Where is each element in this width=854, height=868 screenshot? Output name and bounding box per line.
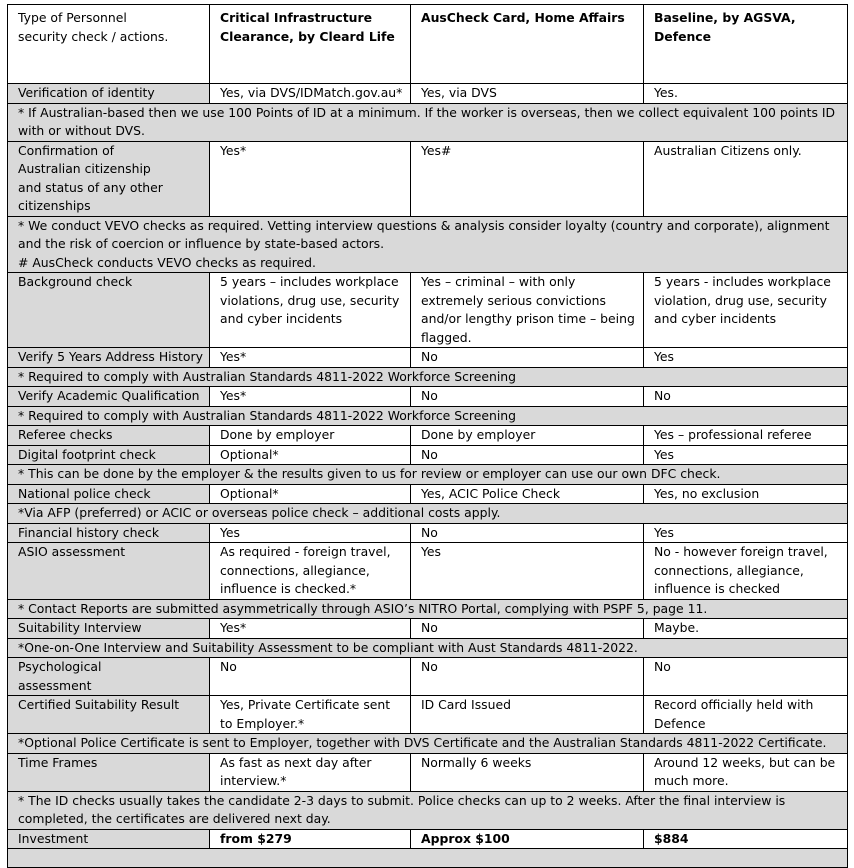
cell-citizenship-baseline: Australian Citizens only.	[644, 141, 848, 216]
cell-suitability-baseline: Maybe.	[644, 619, 848, 639]
cell-financial-auscheck: No	[411, 523, 644, 543]
cell-referee-cleard: Done by employer	[210, 426, 411, 446]
header-baseline: Baseline, by AGSVA, Defence	[644, 5, 848, 84]
table-row	[8, 141, 848, 216]
cell-investment-baseline: $884	[644, 829, 848, 849]
row-label-address: Verify 5 Years Address History	[8, 348, 210, 368]
row-label-psych: Psychological assessment	[8, 658, 210, 696]
cell-asio-baseline: No - however foreign travel, connections, allegiance, influence is checked	[644, 543, 848, 600]
cell-background-cleard: 5 years – includes workplace violations, drug use, security and cyber incidents	[210, 273, 411, 348]
header-critical-infrastructure: Critical Infrastructure Clearance, by Cleard Life	[210, 5, 411, 84]
cell-background-auscheck: Yes – criminal – with only extremely serious convictions and/or lengthy prison time – being flagged.	[411, 273, 644, 348]
table-row	[8, 619, 848, 639]
table-row	[8, 387, 848, 407]
note-asio: * Contact Reports are submitted asymmetrically through ASIO’s NITRO Portal, complying with PSPF 5, page 11.	[8, 599, 848, 619]
note-citizenship	[8, 216, 848, 273]
note-police: *Via AFP (preferred) or ACIC or overseas police check – additional costs apply.	[8, 504, 848, 524]
note-row	[8, 791, 848, 829]
table-row	[8, 523, 848, 543]
cell-timeframes-auscheck: Normally 6 weeks	[411, 753, 644, 791]
cell-certified-baseline: Record officially held with Defence	[644, 696, 848, 734]
note-row	[8, 216, 848, 273]
table-footer-row	[8, 849, 848, 868]
cell-citizenship-cleard: Yes*	[210, 141, 411, 216]
cell-referee-auscheck: Done by employer	[411, 426, 644, 446]
row-label-police: National police check	[8, 484, 210, 504]
row-label-footprint: Digital footprint check	[8, 445, 210, 465]
cell-timeframes-baseline: Around 12 weeks, but can be much more.	[644, 753, 848, 791]
row-label-academic: Verify Academic Qualification	[8, 387, 210, 407]
cell-psych-cleard: No	[210, 658, 411, 696]
note-row	[8, 406, 848, 426]
table-header-row	[8, 5, 848, 84]
table-row	[8, 484, 848, 504]
table-row	[8, 273, 848, 348]
note-citizenship-line-1: * We conduct VEVO checks as required. Vetting interview questions & analysis consider loyalty (country and corporate), alignment and the risk of coercion or influence by state-based actors.	[18, 217, 830, 251]
note-certified: *Optional Police Certificate is sent to Employer, together with DVS Certificate and the Australian Standards 4811-2022 Certificate.	[8, 734, 848, 754]
table-row	[8, 696, 848, 734]
cell-financial-cleard: Yes	[210, 523, 411, 543]
row-label-asio: ASIO assessment	[8, 543, 210, 600]
note-row	[8, 103, 848, 141]
row-label-investment: Investment	[8, 829, 210, 849]
table-row	[8, 426, 848, 446]
note-footprint: * This can be done by the employer & the results given to us for review or employer can use our own DFC check.	[8, 465, 848, 485]
note-row	[8, 504, 848, 524]
note-row	[8, 638, 848, 658]
cell-address-cleard: Yes*	[210, 348, 411, 368]
row-label-referee: Referee checks	[8, 426, 210, 446]
cell-identity-cleard: Yes, via DVS/IDMatch.gov.au*	[210, 84, 411, 104]
table-row	[8, 445, 848, 465]
cell-asio-auscheck: Yes	[411, 543, 644, 600]
row-label-citizenship: Confirmation of Australian citizenship and status of any other citizenships	[8, 141, 210, 216]
row-label-timeframes: Time Frames	[8, 753, 210, 791]
cell-suitability-auscheck: No	[411, 619, 644, 639]
cell-academic-cleard: Yes*	[210, 387, 411, 407]
cell-footprint-cleard: Optional*	[210, 445, 411, 465]
security-check-comparison-table	[7, 4, 848, 868]
note-suitability: *One-on-One Interview and Suitability Assessment to be compliant with Aust Standards 4811-2022.	[8, 638, 848, 658]
cell-investment-auscheck: Approx $100	[411, 829, 644, 849]
cell-investment-cleard: from $279	[210, 829, 411, 849]
table-row	[8, 348, 848, 368]
cell-suitability-cleard: Yes*	[210, 619, 411, 639]
cell-asio-cleard: As required - foreign travel, connections, allegiance, influence is checked.*	[210, 543, 411, 600]
cell-psych-baseline: No	[644, 658, 848, 696]
cell-address-auscheck: No	[411, 348, 644, 368]
note-identity: * If Australian-based then we use 100 Points of ID at a minimum. If the worker is overseas, then we collect equivalent 100 points ID with or without DVS.	[8, 103, 848, 141]
table-footer-cell	[8, 849, 848, 868]
comparison-table-container	[7, 4, 847, 868]
cell-timeframes-cleard: As fast as next day after interview.*	[210, 753, 411, 791]
table-row	[8, 829, 848, 849]
cell-referee-baseline: Yes – professional referee	[644, 426, 848, 446]
table-row	[8, 658, 848, 696]
row-label-background: Background check	[8, 273, 210, 348]
note-row	[8, 367, 848, 387]
header-type-cell: Type of Personnel security check / actions.	[8, 5, 210, 84]
note-row	[8, 599, 848, 619]
note-address: * Required to comply with Australian Standards 4811-2022 Workforce Screening	[8, 367, 848, 387]
row-label-certified: Certified Suitability Result	[8, 696, 210, 734]
note-timeframes: * The ID checks usually takes the candidate 2-3 days to submit. Police checks can up to 2 weeks. After the final interview is completed, the certificates are delivered next day.	[8, 791, 848, 829]
cell-footprint-baseline: Yes	[644, 445, 848, 465]
note-row	[8, 734, 848, 754]
header-auscheck: AusCheck Card, Home Affairs	[411, 5, 644, 84]
row-label-suitability: Suitability Interview	[8, 619, 210, 639]
note-citizenship-line-2: # AusCheck conducts VEVO checks as required.	[18, 254, 316, 270]
cell-identity-auscheck: Yes, via DVS	[411, 84, 644, 104]
cell-footprint-auscheck: No	[411, 445, 644, 465]
row-label-financial: Financial history check	[8, 523, 210, 543]
table-row	[8, 543, 848, 600]
cell-citizenship-auscheck: Yes#	[411, 141, 644, 216]
cell-financial-baseline: Yes	[644, 523, 848, 543]
cell-academic-baseline: No	[644, 387, 848, 407]
cell-certified-cleard: Yes, Private Certificate sent to Employer.*	[210, 696, 411, 734]
note-academic: * Required to comply with Australian Standards 4811-2022 Workforce Screening	[8, 406, 848, 426]
table-row	[8, 753, 848, 791]
cell-police-auscheck: Yes, ACIC Police Check	[411, 484, 644, 504]
row-label-identity: Verification of identity	[8, 84, 210, 104]
cell-certified-auscheck: ID Card Issued	[411, 696, 644, 734]
cell-academic-auscheck: No	[411, 387, 644, 407]
cell-police-cleard: Optional*	[210, 484, 411, 504]
cell-psych-auscheck: No	[411, 658, 644, 696]
note-row	[8, 465, 848, 485]
cell-address-baseline: Yes	[644, 348, 848, 368]
table-row	[8, 84, 848, 104]
cell-police-baseline: Yes, no exclusion	[644, 484, 848, 504]
cell-identity-baseline: Yes.	[644, 84, 848, 104]
cell-background-baseline: 5 years - includes workplace violation, drug use, security and cyber incidents	[644, 273, 848, 348]
